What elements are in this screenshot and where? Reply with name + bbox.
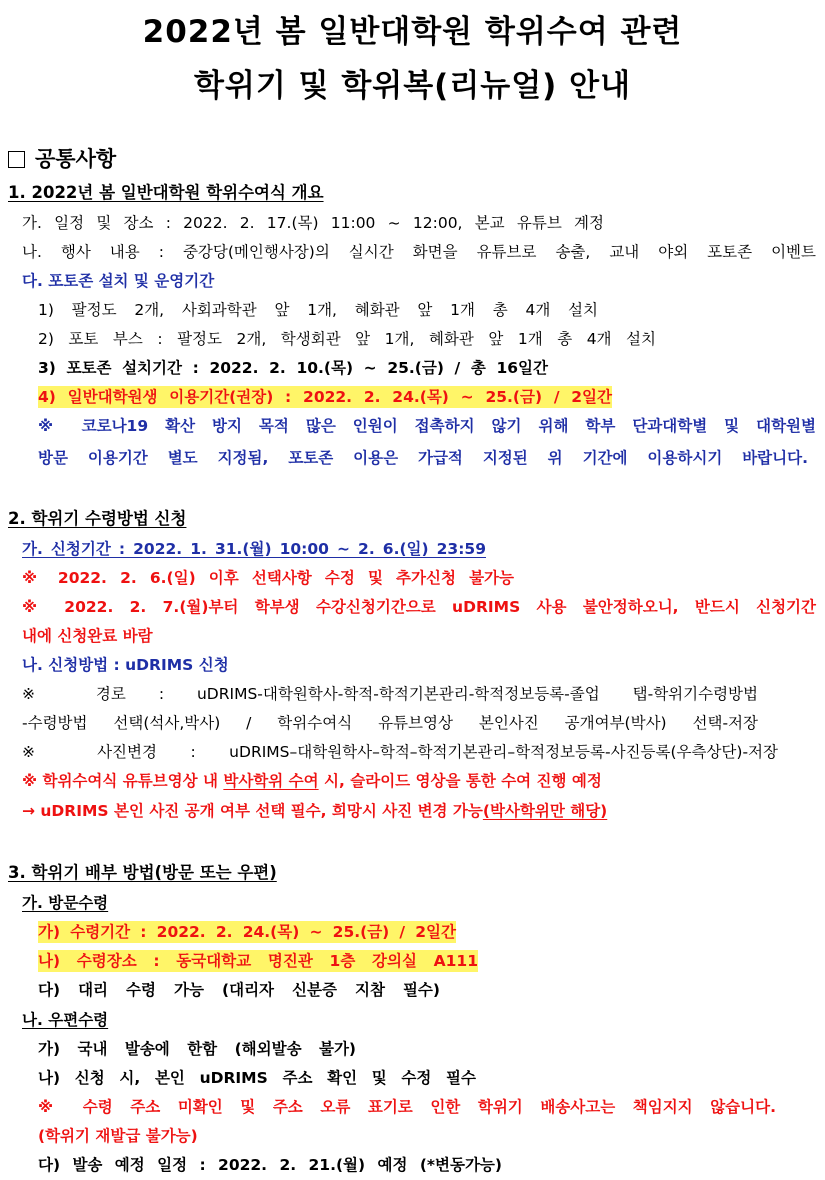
- s2-route-line-2: -수령방법 선택(석사,박사) / 학위수여식 유튜브영상 본인사진 공개여부(박사) 선택-저장: [22, 714, 758, 732]
- s3-mail-warning-1: ※ 수령 주소 미확인 및 주소 오류 표기로 인한 학위기 배송사고는 책임지지 않습니다.: [38, 1098, 776, 1116]
- s2-photo-change: ※ 사진변경 : uDRIMS–대학원학사–학적–학적기본관리–학적정보등록-사진등록(우측상단)-저장: [22, 743, 778, 761]
- page-subtitle: 학위기 및 학위복(리뉴얼) 안내: [193, 68, 632, 104]
- s2-application-period: 가. 신청기간 : 2022. 1. 31.(월) 10:00 ~ 2. 6.(일) 23:59: [22, 540, 486, 558]
- s2-warning-1: ※ 2022. 2. 6.(일) 이후 선택사항 수정 및 추가신청 불가능: [22, 569, 514, 587]
- s3-visit-heading: 가. 방문수령: [22, 894, 109, 912]
- section-3-heading: 3. 학위기 배부 방법(방문 또는 우편): [8, 863, 277, 882]
- page-title: 2022년 봄 일반대학원 학위수여 관련: [142, 14, 683, 50]
- s1-photozone-heading: 다. 포토존 설치 및 운영기간: [22, 272, 215, 290]
- s1-item-3: 3) 포토존 설치기간 : 2022. 2. 10.(목) ~ 25.(금) / 총 16일간: [38, 359, 548, 377]
- s2-route-line-1: ※ 경로 : uDRIMS-대학원학사-학적-학적기본관리-학적정보등록-졸업 탭-학위기수령방법: [22, 685, 758, 703]
- s1-note-line-2: 방문 이용기간 별도 지정됨, 포토존 이용은 가급적 지정된 위 기간에 이용하시기 바랍니다.: [38, 449, 808, 467]
- s1-schedule: 가. 일정 및 장소 : 2022. 2. 17.(목) 11:00 ~ 12:00, 본교 유튜브 계정: [22, 214, 604, 232]
- s1-event-content: 나. 행사 내용 : 중강당(메인행사장)의 실시간 화면을 유튜브로 송출, 교내 야외 포토존 이벤트: [22, 243, 816, 261]
- section-1-heading: 1. 2022년 봄 일반대학원 학위수여식 개요: [8, 183, 324, 202]
- s2-youtube-notice: ※ 학위수여식 유튜브영상 내 박사학위 수여 시, 슬라이드 영상을 통한 수여 진행 예정: [22, 772, 602, 790]
- s1-item-2: 2) 포토 부스 : 팔정도 2개, 학생회관 앞 1개, 혜화관 앞 1개 총 4개 설치: [38, 330, 656, 348]
- s2-warning-2b: 내에 신청완료 바람: [22, 627, 153, 645]
- s2-photo-disclosure: → uDRIMS 본인 사진 공개 여부 선택 필수, 희망시 사진 변경 가능(박사학위만 해당): [22, 802, 608, 820]
- s3-mail-warning-2: (학위기 재발급 불가능): [38, 1127, 198, 1145]
- s3-proxy-pickup: 다) 대리 수령 가능 (대리자 신분증 지참 필수): [38, 981, 440, 999]
- s3-visit-period: 가) 수령기간 : 2022. 2. 24.(목) ~ 25.(금) / 2일간: [38, 923, 456, 941]
- section-2-heading: 2. 학위기 수령방법 신청: [8, 509, 187, 528]
- s1-note-line-1: ※ 코로나19 확산 방지 목적 많은 인원이 접촉하지 않기 위해 학부 단과대학별 및 대학원별: [38, 417, 816, 435]
- s2-application-method: 나. 신청방법 : uDRIMS 신청: [22, 656, 229, 674]
- s3-mail-domestic: 가) 국내 발송에 한함 (해외발송 불가): [38, 1040, 356, 1058]
- s3-mail-heading: 나. 우편수령: [22, 1011, 109, 1029]
- s3-visit-location: 나) 수령장소 : 동국대학교 명진관 1층 강의실 A111: [38, 952, 478, 970]
- s2-warning-2a: ※ 2022. 2. 7.(월)부터 학부생 수강신청기간으로 uDRIMS 사용 불안정하오니, 반드시 신청기간: [22, 598, 816, 616]
- s1-item-4: 4) 일반대학원생 이용기간(권장) : 2022. 2. 24.(목) ~ 25.(금) / 2일간: [38, 388, 612, 406]
- common-heading: 공통사항: [8, 146, 116, 172]
- s1-item-1: 1) 팔정도 2개, 사회과학관 앞 1개, 혜화관 앞 1개 총 4개 설치: [38, 301, 598, 319]
- checkbox-icon: [8, 151, 25, 168]
- s3-mail-address-check: 나) 신청 시, 본인 uDRIMS 주소 확인 및 수정 필수: [38, 1069, 476, 1087]
- s3-mail-schedule: 다) 발송 예정 일정 : 2022. 2. 21.(월) 예정 (*변동가능): [38, 1156, 502, 1174]
